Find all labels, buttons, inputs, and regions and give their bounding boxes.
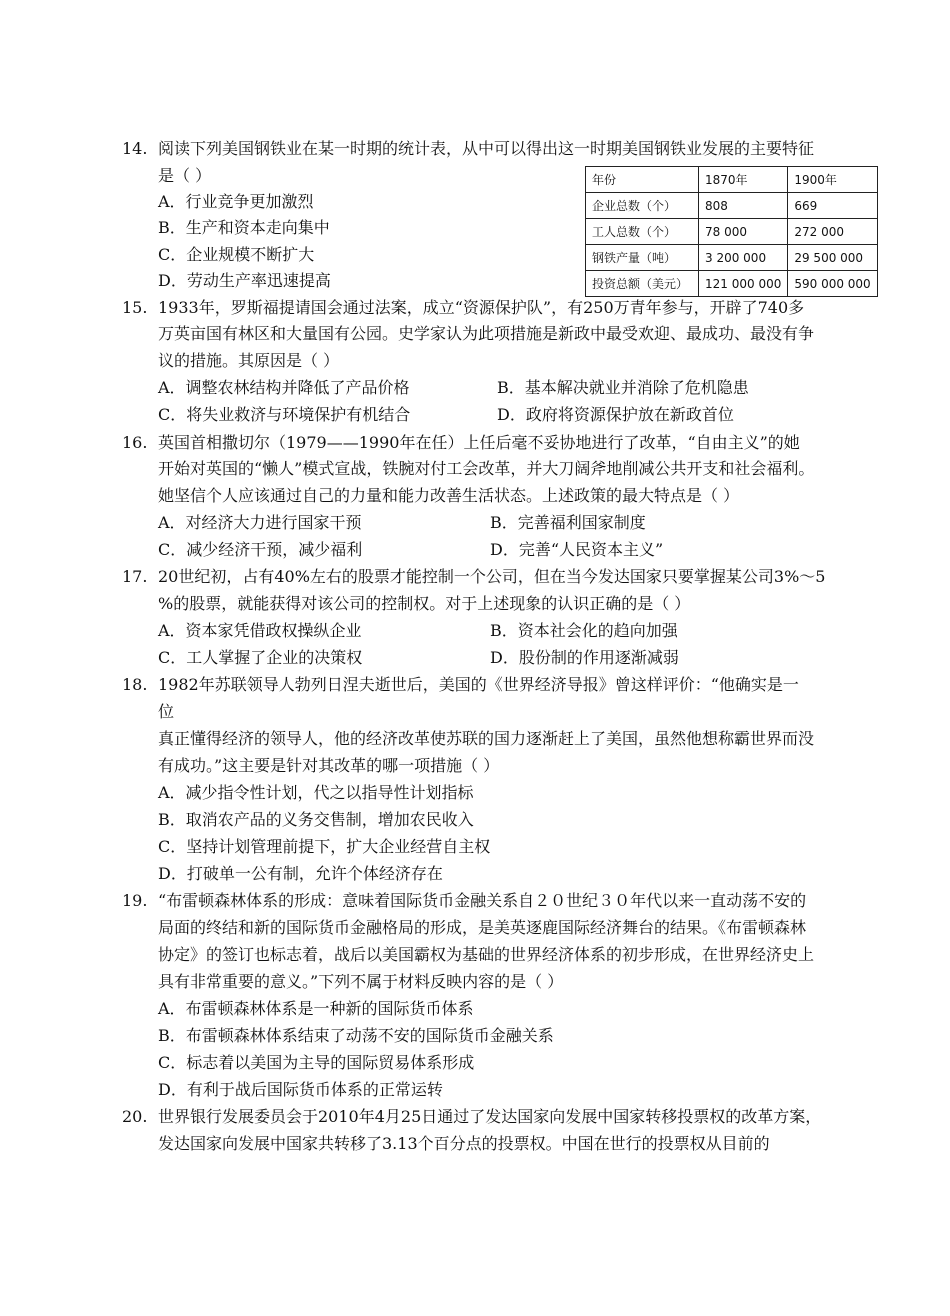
table-header-row [586, 167, 878, 193]
option-b: B．资本社会化的趋向加强 [490, 621, 678, 640]
option-a: A．对经济大力进行国家干预 [158, 513, 362, 532]
question-text: %的股票，就能获得对该公司的控制权。对于上述现象的认识正确的是（ ） [158, 594, 691, 613]
steel-statistics-table [585, 166, 878, 297]
option-b: B．完善福利国家制度 [490, 513, 646, 532]
question-text: 是（ ） [158, 166, 212, 185]
question-text: 万英亩国有林区和大量国有公园。史学家认为此项措施是新政中最受欢迎、最成功、最没有争 [158, 324, 815, 343]
option-c: C．减少经济干预，减少福利 [158, 540, 363, 559]
table-cell: 121 000 000 [699, 271, 788, 297]
option-d: D．打破单一公有制，允许个体经济存在 [158, 864, 443, 883]
question-text: 1933年，罗斯福提请国会通过法案，成立“资源保护队”，有250万青年参与，开辟了740多 [158, 298, 805, 317]
table-header-cell: 年份 [586, 167, 699, 193]
question-number: 18. [122, 675, 148, 694]
option-a: A．行业竞争更加激烈 [158, 192, 314, 211]
table-header-cell: 1900年 [788, 167, 877, 193]
question-number: 15. [122, 298, 148, 317]
question-number: 16. [122, 433, 148, 452]
table-row [586, 193, 878, 219]
question-text: 英国首相撒切尔（1979——1990年在任）上任后毫不妥协地进行了改革，“自由主义”的她 [158, 433, 800, 452]
question-text: 发达国家向发展中国家共转移了3.13个百分点的投票权。中国在世行的投票权从目前的 [158, 1134, 770, 1153]
option-d: D．完善“人民资本主义” [490, 540, 664, 559]
option-c: C．标志着以美国为主导的国际贸易体系形成 [158, 1053, 475, 1072]
table-cell: 工人总数（个） [586, 219, 699, 245]
option-a: A．减少指令性计划，代之以指导性计划指标 [158, 783, 474, 802]
question-text: 她坚信个人应该通过自己的力量和能力改善生活状态。上述政策的最大特点是（ ） [158, 486, 740, 505]
option-b: B．取消农产品的义务交售制，增加农民收入 [158, 810, 474, 829]
question-text: 协定》的签订也标志着，战后以美国霸权为基础的世界经济体系的初步形成，在世界经济史上 [158, 945, 815, 964]
option-c: C．坚持计划管理前提下，扩大企业经营自主权 [158, 837, 491, 856]
option-b: B．布雷顿森林体系结束了动荡不安的国际货币金融关系 [158, 1026, 554, 1045]
option-a: A．调整农林结构并降低了产品价格 [158, 378, 410, 397]
option-c: C．将失业救济与环境保护有机结合 [158, 405, 411, 424]
question-text: 局面的终结和新的国际货币金融格局的形成，是美英逐鹿国际经济舞台的结果。《布雷顿森林 [158, 918, 807, 937]
option-d: D．有利于战后国际货币体系的正常运转 [158, 1080, 443, 1099]
table-cell: 钢铁产量（吨） [586, 245, 699, 271]
table-cell: 808 [699, 193, 788, 219]
option-b: B．生产和资本走向集中 [158, 218, 330, 237]
option-c: C．企业规模不断扩大 [158, 245, 315, 264]
table-cell: 272 000 [788, 219, 877, 245]
question-text: 20世纪初，占有40%左右的股票才能控制一个公司，但在当今发达国家只要掌握某公司3%～5 [158, 567, 826, 586]
table-cell: 29 500 000 [788, 245, 877, 271]
question-text: 阅读下列美国钢铁业在某一时期的统计表，从中可以得出这一时期美国钢铁业发展的主要特征 [158, 139, 815, 158]
table-cell: 669 [788, 193, 877, 219]
question-number: 20. [122, 1107, 148, 1126]
question-text: 有成功。”这主要是针对其改革的哪一项措施（ ） [158, 756, 500, 775]
option-a: A．布雷顿森林体系是一种新的国际货币体系 [158, 999, 474, 1018]
option-a: A．资本家凭借政权操纵企业 [158, 621, 362, 640]
table-cell: 78 000 [699, 219, 788, 245]
table-cell: 投资总额（美元） [586, 271, 699, 297]
table-cell: 3 200 000 [699, 245, 788, 271]
option-d: D．政府将资源保护放在新政首位 [497, 405, 734, 424]
question-text: 议的措施。其原因是（ ） [158, 351, 340, 370]
question-text: 世界银行发展委员会于2010年4月25日通过了发达国家向发展中国家转移投票权的改革方案， [158, 1107, 822, 1126]
table-cell: 590 000 000 [788, 271, 877, 297]
table-cell: 企业总数（个） [586, 193, 699, 219]
option-b: B．基本解决就业并消除了危机隐患 [497, 378, 749, 397]
question-number: 19. [122, 891, 148, 910]
option-d: D．股份制的作用逐渐减弱 [490, 648, 679, 667]
question-number: 17. [122, 567, 148, 586]
table-row [586, 271, 878, 297]
table-row [586, 219, 878, 245]
question-text: 1982年苏联领导人勃列日涅夫逝世后，美国的《世界经济导报》曾这样评价：“他确实是一 [158, 675, 799, 694]
option-d: D．劳动生产率迅速提高 [158, 271, 331, 290]
question-text: 具有非常重要的意义。”下列不属于材料反映内容的是（ ） [158, 972, 564, 991]
option-c: C．工人掌握了企业的决策权 [158, 648, 363, 667]
table-header-cell: 1870年 [699, 167, 788, 193]
question-text: “布雷顿森林体系的形成：意味着国际货币金融关系自２０世纪３０年代以来一直动荡不安的 [158, 891, 807, 910]
question-number: 14. [122, 139, 148, 158]
question-text: 位 [158, 702, 175, 721]
question-text: 真正懂得经济的领导人，他的经济改革使苏联的国力逐渐赶上了美国，虽然他想称霸世界而没 [158, 729, 815, 748]
table-row [586, 245, 878, 271]
question-text: 开始对英国的“懒人”模式宣战，铁腕对付工会改革，并大刀阔斧地削减公共开支和社会福利。 [158, 459, 815, 478]
